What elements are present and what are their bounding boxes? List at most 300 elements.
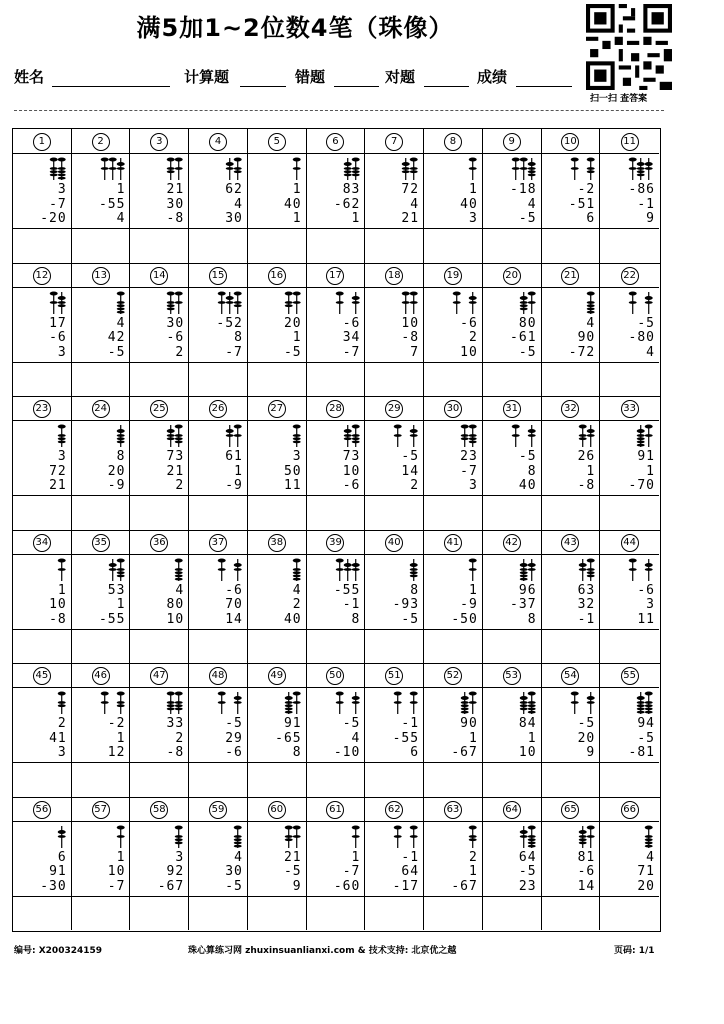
problem-body [130,420,188,495]
abacus-bead-image [130,691,188,715]
row-divider [13,263,660,264]
abacus-bead-image [307,291,365,315]
answer-box[interactable] [130,897,188,931]
answer-box[interactable] [130,630,188,664]
problem-number-line: 29 [225,730,243,746]
answer-box[interactable] [248,763,306,797]
problem-numbers [225,717,243,761]
problem-number-line: -5 [107,344,126,360]
abacus-bead-image [365,825,423,849]
problem-cell [542,263,601,397]
answer-box[interactable] [542,363,600,397]
problem-cell [483,396,542,530]
abacus-earth-bead [218,568,226,571]
problem-cell [483,530,542,664]
answer-box[interactable] [248,496,306,530]
problem-number: 8 [444,133,462,151]
abacus-earth-bead [645,711,653,714]
problem-number-line: 3 [468,211,478,227]
name-field[interactable] [52,86,170,87]
problem-number: 10 [561,133,579,151]
problem-number: 31 [503,400,521,418]
abacus-heaven-bead [410,429,418,433]
abacus-heaven-bead [520,696,528,700]
problem-numbers [334,584,360,628]
problem-number: 15 [209,267,227,285]
answer-box[interactable] [424,363,482,397]
abacus-heaven-bead [637,429,645,433]
answer-box[interactable] [542,763,600,797]
problem-cell [424,797,483,931]
problem-number-line: 40 [460,196,478,212]
abacus-bead-image [424,825,482,849]
answer-box[interactable] [72,229,130,263]
problem-number: 14 [150,267,168,285]
abacus-heaven-bead [586,429,594,433]
abacus-earth-bead [167,170,175,173]
problem-number-line: 10 [401,315,420,331]
problem-numbers [225,183,243,227]
problem-number-line: 64 [518,849,537,865]
problem-number-line: 8 [234,330,243,346]
answer-box[interactable] [248,363,306,397]
problem-number-line: 11 [637,611,655,627]
abacus-heaven-bead [469,558,477,562]
answer-box[interactable] [130,229,188,263]
answer-box[interactable] [600,630,659,664]
abacus-bead-image [248,558,306,582]
answer-box[interactable] [13,363,71,397]
problem-number-line: 3 [57,182,67,197]
problem-number-line: -5 [518,449,537,464]
problem-number: 46 [92,667,110,685]
abacus-earth-bead [586,304,594,307]
abacus-heaven-bead [293,158,301,162]
abacus-bead-image [130,558,188,582]
problem-number-line: -5 [637,730,655,746]
correct-field[interactable] [424,86,469,87]
problem-number-line: -7 [107,878,126,894]
problem-number: 60 [268,801,286,819]
problem-number-line: 21 [166,463,185,479]
problem-body [307,153,365,228]
problem-numbers [629,450,655,494]
answer-box[interactable] [307,630,365,664]
answer-box[interactable] [483,763,541,797]
abacus-earth-bead [528,835,536,838]
problem-body [189,821,247,896]
problem-body [600,153,659,228]
answer-box[interactable] [365,763,423,797]
abacus-bead-image [365,558,423,582]
answer-box[interactable] [13,763,71,797]
abacus-bead-image [248,157,306,181]
abacus-bead-image [483,157,541,181]
answer-box[interactable] [72,897,130,931]
abacus-earth-bead [469,437,477,440]
abacus-earth-bead [645,434,653,437]
problem-number: 23 [33,400,51,418]
total-problems-field[interactable] [240,86,286,87]
problem-number: 57 [92,801,110,819]
answer-box[interactable] [72,363,130,397]
serial-number: 编号: X200324159 [14,946,103,956]
problem-cell [72,129,131,263]
abacus-earth-bead [528,434,536,437]
abacus-bead-image [13,291,71,315]
answer-box[interactable] [600,496,659,530]
answer-box[interactable] [13,496,71,530]
name-label: 姓名 [14,68,45,86]
abacus-earth-bead [637,444,645,447]
problem-number-line: -6 [225,745,243,761]
abacus-earth-bead [175,568,183,571]
problem-body [307,554,365,629]
answer-box[interactable] [483,229,541,263]
problem-number-line: 10 [49,597,67,613]
abacus-earth-bead [343,437,351,440]
abacus-earth-bead [116,167,124,170]
abacus-heaven-bead [285,825,293,829]
problem-number-line: 71 [637,864,655,880]
problem-number-line: -20 [40,211,67,227]
answer-box[interactable] [13,897,71,931]
abacus-earth-bead [226,301,234,304]
abacus-earth-bead [637,704,645,707]
abacus-heaven-bead [167,429,175,433]
answer-box[interactable] [72,763,130,797]
problem-numbers [108,717,126,761]
abacus-heaven-bead [175,558,183,562]
answer-box[interactable] [130,496,188,530]
problem-body [72,153,130,228]
answer-box[interactable] [365,496,423,530]
abacus-earth-bead [175,835,183,838]
abacus-earth-bead [293,568,301,571]
abacus-bead-image [600,691,659,715]
answer-box[interactable] [483,496,541,530]
problem-body [307,420,365,495]
problem-number-line: 53 [107,582,126,598]
abacus-heaven-bead [100,692,108,696]
problem-cell [248,396,307,530]
abacus-heaven-bead [116,825,124,829]
answer-box[interactable] [189,229,247,263]
problem-number-line: -51 [568,196,596,212]
answer-box[interactable] [189,363,247,397]
abacus-heaven-bead [586,696,594,700]
problem-number-line: -1 [401,849,420,865]
abacus-earth-bead [645,167,653,170]
answer-box[interactable] [365,897,423,931]
abacus-heaven-bead [335,558,343,562]
problem-number-line: -18 [510,182,537,197]
abacus-earth-bead [58,568,66,571]
answer-box[interactable] [248,897,306,931]
problem-cell [248,663,307,797]
problem-number-line: -5 [283,864,302,880]
problem-number: 19 [444,267,462,285]
answer-box[interactable] [424,229,482,263]
answer-box[interactable] [542,630,600,664]
abacus-earth-bead [335,301,343,304]
answer-box[interactable] [542,496,600,530]
problem-numbers [451,717,477,761]
problem-number-line: 30 [225,211,243,227]
answer-box[interactable] [542,229,600,263]
problem-number-line: 3 [292,449,302,464]
problem-number-line: -55 [392,730,420,746]
problem-number-line: 84 [518,716,537,731]
abacus-heaven-bead [234,825,242,829]
answer-box[interactable] [189,496,247,530]
abacus-earth-bead [394,701,402,704]
answer-box[interactable] [307,363,365,397]
abacus-earth-bead [351,301,359,304]
problem-number-line: 1 [116,597,126,613]
problem-body [365,287,423,362]
answer-box[interactable] [424,763,482,797]
problem-cell [130,530,189,664]
answer-box[interactable] [600,363,659,397]
answer-box[interactable] [542,897,600,931]
abacus-earth-bead [586,301,594,304]
problem-cell [13,530,72,664]
wrong-field[interactable] [334,86,379,87]
answer-box[interactable] [72,496,130,530]
problem-numbers [167,584,185,628]
problem-number-line: 6 [57,849,67,865]
answer-box[interactable] [307,763,365,797]
abacus-earth-bead [58,835,66,838]
abacus-bead-image [307,825,365,849]
problem-body [483,554,541,629]
abacus-earth-bead [629,167,637,170]
problem-numbers [569,183,595,227]
abacus-earth-bead [343,167,351,170]
abacus-heaven-bead [410,825,418,829]
answer-box[interactable] [307,897,365,931]
abacus-heaven-bead [234,291,242,295]
problem-number-line: 20 [107,463,126,479]
abacus-bead-image [542,825,600,849]
problem-body [365,821,423,896]
answer-box[interactable] [483,363,541,397]
abacus-earth-bead [58,174,66,177]
problem-number: 12 [33,267,51,285]
problem-body [600,287,659,362]
answer-box[interactable] [483,630,541,664]
problem-number-line: 1 [292,182,302,197]
abacus-heaven-bead [586,158,594,162]
problem-body [13,554,71,629]
problem-number-line: 1 [351,849,361,865]
problem-number-line: 8 [410,582,420,598]
abacus-earth-bead [167,304,175,307]
answer-box[interactable] [307,229,365,263]
abacus-earth-bead [116,571,124,574]
answer-box[interactable] [365,363,423,397]
problem-numbers [284,851,302,895]
abacus-earth-bead [528,301,536,304]
problem-number-line: -7 [342,864,361,880]
abacus-earth-bead [100,167,108,170]
problem-number-line: 4 [234,849,243,865]
answer-box[interactable] [600,897,659,931]
abacus-heaven-bead [520,158,528,162]
problem-body [483,287,541,362]
abacus-earth-bead [586,167,594,170]
abacus-earth-bead [234,835,242,838]
problem-body [542,420,600,495]
abacus-heaven-bead [402,162,410,166]
problem-cell [130,663,189,797]
abacus-earth-bead [578,434,586,437]
problem-cell [424,396,483,530]
problem-number-line: 40 [283,611,302,627]
answer-box[interactable] [365,229,423,263]
problem-numbers [629,317,655,361]
problem-numbers [460,183,478,227]
problem-number-line: -5 [518,864,537,880]
answer-box[interactable] [13,630,71,664]
abacus-earth-bead [175,167,183,170]
problem-body [72,420,130,495]
problem-number-line: 83 [342,182,361,197]
answer-box[interactable] [307,496,365,530]
answer-box[interactable] [72,630,130,664]
problem-cell [307,263,366,397]
abacus-heaven-bead [58,830,66,834]
abacus-earth-bead [50,170,58,173]
qr-code [586,4,672,90]
abacus-heaven-bead [645,825,653,829]
abacus-heaven-bead [226,429,234,433]
problem-cell [189,263,248,397]
problem-number-line: 20 [577,730,596,746]
answer-box[interactable] [600,763,659,797]
problem-number-line: 40 [518,478,537,494]
total-problems-label: 计算题 [184,68,230,86]
problem-number-line: -93 [392,597,420,613]
problem-body [130,554,188,629]
abacus-heaven-bead [351,696,359,700]
problem-number-line: -86 [628,182,655,197]
page-number: 页码: 1/1 [614,946,655,956]
problem-cell [189,663,248,797]
problem-body [365,153,423,228]
answer-box[interactable] [424,496,482,530]
abacus-earth-bead [108,167,116,170]
problem-body [130,821,188,896]
problem-number: 5 [268,133,286,151]
abacus-earth-bead [175,574,183,577]
problem-number-line: -6 [577,864,596,880]
abacus-earth-bead [586,571,594,574]
abacus-earth-bead [293,301,301,304]
abacus-earth-bead [234,304,242,307]
answer-box[interactable] [600,229,659,263]
problem-number-line: 2 [468,849,478,865]
problem-number: 33 [621,400,639,418]
problem-numbers [275,717,301,761]
abacus-earth-bead [351,568,359,571]
problem-number-line: 4 [527,196,537,212]
problem-number-line: -9 [107,478,126,494]
answer-box[interactable] [189,763,247,797]
problem-number-line: 23 [460,449,478,464]
abacus-earth-bead [167,704,175,707]
problem-number: 51 [385,667,403,685]
problem-number: 27 [268,400,286,418]
abacus-earth-bead [293,574,301,577]
abacus-earth-bead [234,301,242,304]
answer-box[interactable] [483,897,541,931]
abacus-earth-bead [58,304,66,307]
answer-box[interactable] [424,897,482,931]
abacus-earth-bead [586,574,594,577]
problem-cell [248,129,307,263]
problem-body [600,420,659,495]
abacus-heaven-bead [645,692,653,696]
problem-cell [542,797,601,931]
answer-box[interactable] [13,229,71,263]
abacus-bead-image [600,157,659,181]
abacus-earth-bead [175,701,183,704]
answer-box[interactable] [189,897,247,931]
problem-number-line: 42 [107,330,126,346]
answer-box[interactable] [424,630,482,664]
abacus-earth-bead [570,167,578,170]
problem-cell [365,263,424,397]
problem-number-line: 4 [292,582,302,598]
abacus-heaven-bead [637,162,645,166]
problem-number-line: 30 [166,196,185,212]
abacus-heaven-bead [343,429,351,433]
problem-numbers [49,584,67,628]
problem-number-line: 4 [351,730,361,746]
abacus-heaven-bead [175,425,183,429]
problem-number-line: 10 [166,611,185,627]
problem-body [13,821,71,896]
answer-box[interactable] [130,363,188,397]
abacus-bead-image [248,825,306,849]
abacus-heaven-bead [343,563,351,567]
answer-box[interactable] [189,630,247,664]
problem-number-line: 10 [342,463,361,479]
problem-number-line: 72 [401,182,420,197]
abacus-earth-bead [108,568,116,571]
problem-number: 44 [621,534,639,552]
problem-number: 32 [561,400,579,418]
answer-box[interactable] [365,630,423,664]
abacus-heaven-bead [645,563,653,567]
problem-number: 35 [92,534,110,552]
score-field[interactable] [516,86,572,87]
problem-body [72,687,130,762]
problem-cell [72,530,131,664]
problem-body [307,287,365,362]
problem-number: 29 [385,400,403,418]
abacus-earth-bead [637,170,645,173]
abacus-heaven-bead [116,429,124,433]
abacus-earth-bead [461,704,469,707]
problem-number-line: 6 [586,211,596,227]
answer-box[interactable] [248,229,306,263]
answer-box[interactable] [248,630,306,664]
answer-box[interactable] [130,763,188,797]
problem-number-line: 91 [637,449,655,464]
